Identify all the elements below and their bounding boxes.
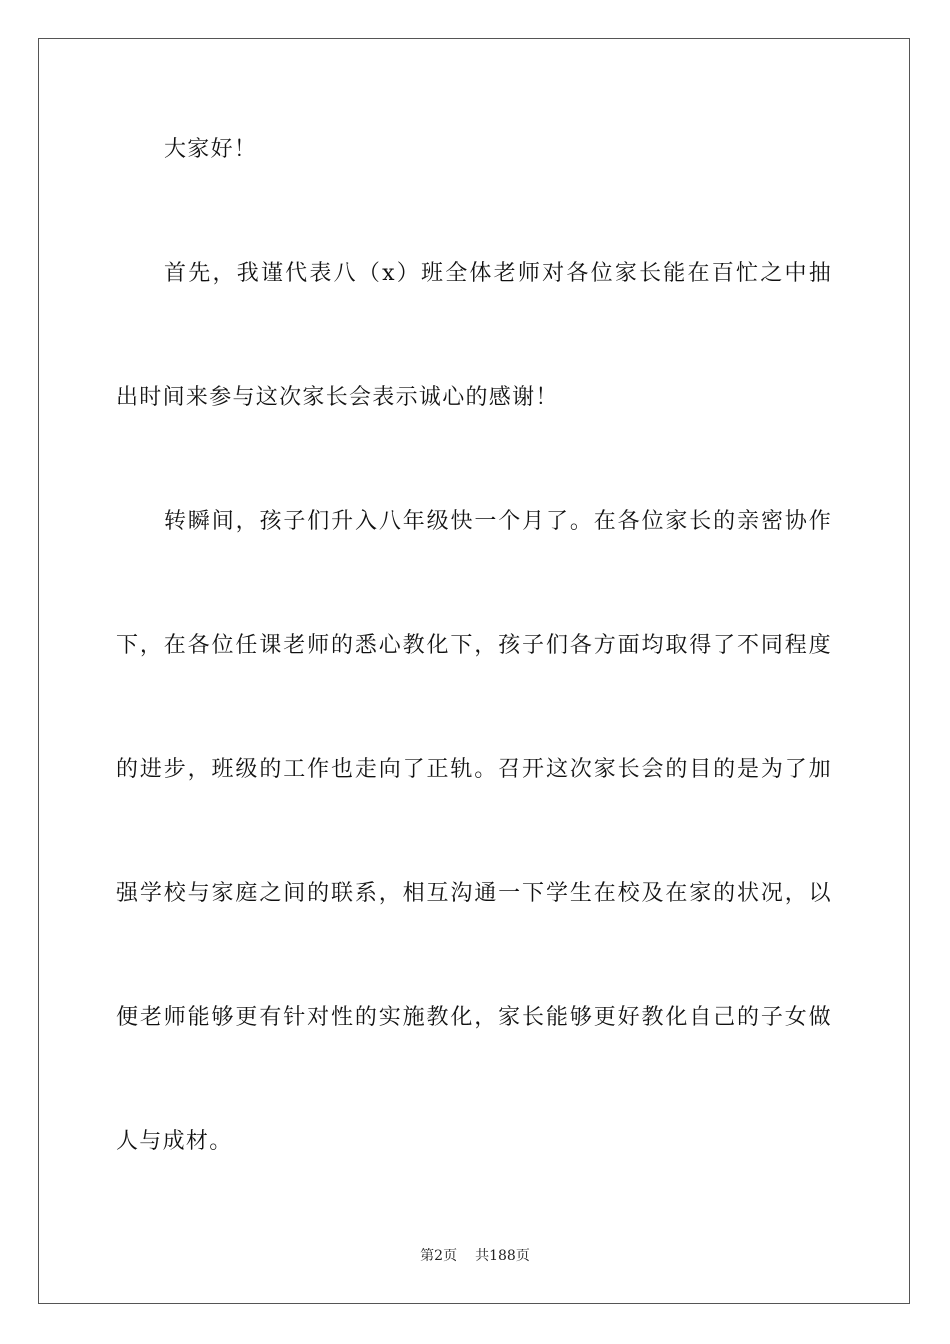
page-number: 第2页 <box>420 1248 458 1264</box>
paragraph-2-line-1: 转瞬间，孩子们升入八年级快一个月了。在各位家长的亲密协作 <box>164 509 832 534</box>
page-total: 共188页 <box>475 1248 530 1264</box>
page-footer <box>0 1246 950 1266</box>
paragraph-2-line-5: 便老师能够更有针对性的实施教化，家长能够更好教化自己的子女做 <box>116 1005 832 1030</box>
page-frame <box>38 38 910 1304</box>
paragraph-1-line-1: 首先，我谨代表八（x）班全体老师对各位家长能在百忙之中抽 <box>164 261 832 286</box>
paragraph-2-line-6: 人与成材。 <box>116 1129 233 1154</box>
paragraph-2-line-2: 下，在各位任课老师的悉心教化下，孩子们各方面均取得了不同程度 <box>116 633 832 658</box>
paragraph-2-line-3: 的进步，班级的工作也走向了正轨。召开这次家长会的目的是为了加 <box>116 757 832 782</box>
paragraph-2-line-4: 强学校与家庭之间的联系，相互沟通一下学生在校及在家的状况，以 <box>116 881 832 906</box>
greeting-line: 大家好！ <box>164 137 258 162</box>
paragraph-1-line-2: 出时间来参与这次家长会表示诚心的感谢！ <box>116 385 559 410</box>
